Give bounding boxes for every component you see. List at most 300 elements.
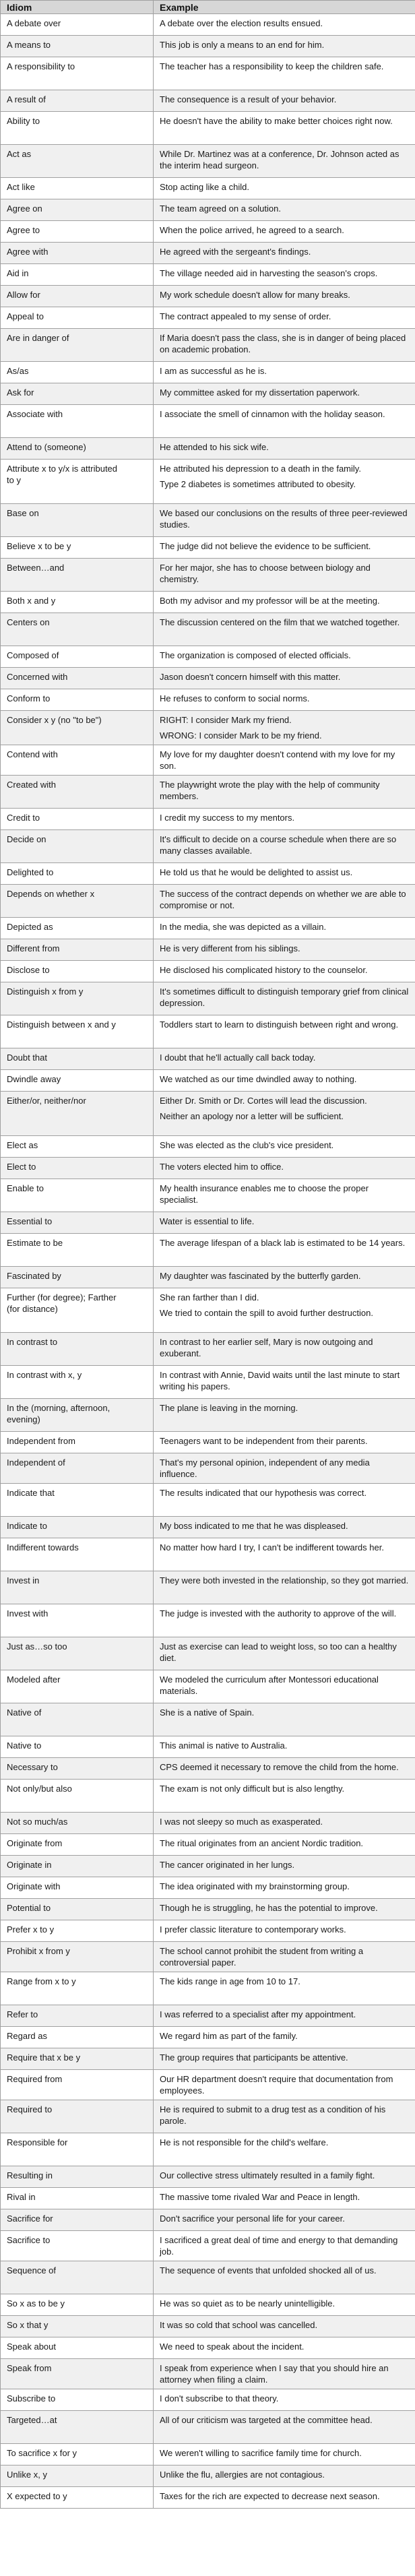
table-row [1,2261,415,2294]
example-cell [154,1834,415,1856]
example-cell [154,2209,415,2231]
idiom-cell: Originate with [1,1877,154,1899]
example-cell [154,90,415,112]
table-row [1,1517,415,1538]
example-line: The ritual originates from an ancient Nordic tradition. [160,1838,364,1848]
example-cell [154,1432,415,1453]
idiom-cell: Invest with [1,1604,154,1637]
example-cell [154,2188,415,2209]
example-line: The plane is leaving in the morning. [160,1403,298,1413]
example-cell [154,1179,415,1212]
table-row [1,885,415,918]
idiom-cell: To sacrifice x for y [1,2444,154,2465]
table-row [1,2100,415,2133]
idiom-cell: Aid in [1,264,154,286]
idiom-cell: In contrast to [1,1333,154,1366]
idiom-cell: Depicted as [1,918,154,939]
idiom-cell: A result of [1,90,154,112]
table-row [1,199,415,221]
example-line: We tried to contain the spill to avoid further destruction. [160,1308,373,1318]
example-line: That's my personal opinion, independent of any media influence. [160,1457,370,1479]
idiom-cell: Agree on [1,199,154,221]
table-row [1,460,415,504]
idiom-cell: In contrast with x, y [1,1366,154,1399]
idiom-cell: Indifferent towards [1,1538,154,1571]
idiom-cell: Estimate to be [1,1234,154,1267]
idiom-cell: Ask for [1,383,154,405]
idiom-cell: Conform to [1,689,154,711]
example-cell [154,776,415,809]
example-cell [154,1092,415,1136]
example-line: Don't sacrifice your personal life for your career. [160,2213,345,2224]
example-line: We weren't willing to sacrifice family time for church. [160,2448,362,2458]
example-line: He is very different from his siblings. [160,943,300,953]
header-row [1,1,415,14]
example-line: We modeled the curriculum after Montessori educational materials. [160,1674,379,1696]
example-cell [154,1736,415,1758]
example-cell [154,918,415,939]
example-cell [154,405,415,438]
table-row [1,961,415,982]
example-cell [154,2166,415,2188]
table-row [1,830,415,863]
example-line: Our HR department doesn't require that documentation from employees. [160,2074,393,2096]
example-cell [154,383,415,405]
table-row [1,1972,415,2005]
example-line: CPS deemed it necessary to remove the child from the home. [160,1762,399,1772]
table-row [1,1048,415,1070]
example-cell [154,178,415,199]
idiom-cell: Either/or, neither/nor [1,1092,154,1136]
example-cell [154,438,415,460]
example-cell [154,2133,415,2166]
example-cell [154,243,415,264]
table-row [1,221,415,243]
idiom-cell: Both x and y [1,592,154,613]
idiom-cell: So x that y [1,2316,154,2337]
table-row [1,1571,415,1604]
example-cell [154,2231,415,2261]
example-line: He told us that he would be delighted to assist us. [160,867,353,877]
example-cell [154,1972,415,2005]
table-row [1,438,415,460]
example-line: Our collective stress ultimately resulted in a family fight. [160,2170,375,2180]
idiom-cell: Invest in [1,1571,154,1604]
idiom-cell: Originate in [1,1856,154,1877]
table-row [1,57,415,90]
idiom-cell: Require that x be y [1,2048,154,2070]
example-cell [154,2070,415,2100]
example-line: The massive tome rivaled War and Peace in length. [160,2192,360,2202]
table-row [1,559,415,592]
table-row [1,668,415,689]
example-cell [154,689,415,711]
idiom-cell: Attend to (someone) [1,438,154,460]
example-cell [154,264,415,286]
idiom-cell: Native to [1,1736,154,1758]
example-line: Taxes for the rich are expected to decrease next season. [160,2491,380,2501]
example-line: Though he is struggling, he has the potential to improve. [160,1903,378,1913]
example-cell [154,2337,415,2359]
example-line: If Maria doesn't pass the class, she is in danger of being placed on academic probation. [160,333,406,354]
example-line: The organization is composed of elected officials. [160,650,351,660]
example-cell [154,2100,415,2133]
example-cell [154,286,415,307]
idiom-cell: Speak about [1,2337,154,2359]
example-cell [154,2261,415,2294]
table-row [1,1212,415,1234]
example-cell [154,112,415,145]
table-row [1,1484,415,1517]
table-row [1,1758,415,1780]
idiom-cell: Responsible for [1,2133,154,2166]
example-line: He attended to his sick wife. [160,442,269,452]
idiom-cell: Native of [1,1703,154,1736]
example-cell [154,1015,415,1048]
table-row [1,1920,415,1942]
idiom-cell: Appeal to [1,307,154,329]
example-line: The average lifespan of a black lab is estimated to be 14 years. [160,1238,406,1248]
example-line: My health insurance enables me to choose the proper specialist. [160,1183,369,1205]
example-cell [154,2411,415,2444]
example-cell [154,1538,415,1571]
example-line: The judge is invested with the authority to approve of the will. [160,1608,397,1619]
idiom-cell: As/as [1,362,154,383]
idiom-cell: Concerned with [1,668,154,689]
table-row [1,2188,415,2209]
table-row [1,1333,415,1366]
idiom-cell: Contend with [1,745,154,776]
idiom-cell: Regard as [1,2027,154,2048]
example-cell [154,307,415,329]
example-cell [154,863,415,885]
idiom-cell: Required from [1,2070,154,2100]
example-line: I sacrificed a great deal of time and energy to that demanding job. [160,2235,398,2257]
table-row [1,1703,415,1736]
table-row [1,1288,415,1333]
example-line: The consequence is a result of your behavior. [160,94,337,104]
example-line: We based our conclusions on the results of three peer-reviewed studies. [160,508,408,530]
example-line: I don't subscribe to that theory. [160,2393,279,2404]
table-row [1,1399,415,1432]
example-line: I prefer classic literature to contemporary works. [160,1924,346,1935]
idiom-cell: A debate over [1,14,154,36]
idiom-cell: Essential to [1,1212,154,1234]
example-cell [154,668,415,689]
example-cell [154,199,415,221]
example-line: It was so cold that school was cancelled. [160,2320,318,2330]
idiom-cell: Ability to [1,112,154,145]
table-row [1,2411,415,2444]
example-line: Water is essential to life. [160,1216,255,1226]
table-row [1,1158,415,1179]
example-line: The cancer originated in her lungs. [160,1860,295,1870]
table-row [1,2316,415,2337]
table-row [1,863,415,885]
example-line: I associate the smell of cinnamon with the holiday season. [160,409,385,419]
example-line: I was not sleepy so much as exasperated. [160,1817,323,1827]
idiom-cell: Just as…so too [1,1637,154,1670]
idiom-cell: Credit to [1,809,154,830]
table-row [1,2487,415,2509]
example-line: A debate over the election results ensued. [160,18,323,28]
table-row [1,1899,415,1920]
table-row [1,1070,415,1092]
example-line: The playwright wrote the play with the help of community members. [160,780,380,801]
example-cell [154,2048,415,2070]
example-cell [154,460,415,504]
table-row [1,1942,415,1972]
idiom-cell: Originate from [1,1834,154,1856]
example-line: The kids range in age from 10 to 17. [160,1976,300,1986]
idiom-cell: Speak from [1,2359,154,2389]
idiom-cell: Enable to [1,1179,154,1212]
idiom-cell: Potential to [1,1899,154,1920]
table-row [1,2389,415,2411]
example-cell [154,329,415,362]
example-cell [154,2465,415,2487]
table-row [1,613,415,646]
table-row [1,2337,415,2359]
table-row [1,2005,415,2027]
example-line: The sequence of events that unfolded shocked all of us. [160,2265,377,2275]
table-row [1,1179,415,1212]
table-row [1,1136,415,1158]
example-cell [154,537,415,559]
idiom-cell: Dwindle away [1,1070,154,1092]
example-cell [154,1813,415,1834]
example-cell [154,504,415,537]
idiom-cell: Resulting in [1,2166,154,2188]
idiom-cell: Delighted to [1,863,154,885]
idiom-cell: Distinguish between x and y [1,1015,154,1048]
table-row [1,307,415,329]
table-row [1,14,415,36]
example-line: He agreed with the sergeant's findings. [160,247,311,257]
example-line: My committee asked for my dissertation paperwork. [160,387,360,398]
example-cell [154,2294,415,2316]
table-row [1,1736,415,1758]
idiom-cell: Decide on [1,830,154,863]
idiom-cell: Rival in [1,2188,154,2209]
idiom-cell: Centers on [1,613,154,646]
table-row [1,362,415,383]
example-cell [154,1703,415,1736]
example-line: This job is only a means to an end for him. [160,40,325,50]
table-row [1,711,415,745]
example-line: The group requires that participants be attentive. [160,2052,348,2063]
example-line: He was so quiet as to be nearly unintelligible. [160,2298,336,2308]
example-cell [154,14,415,36]
example-line: He refuses to conform to social norms. [160,693,310,703]
example-cell [154,982,415,1015]
example-cell [154,221,415,243]
example-line: The idea originated with my brainstorming group. [160,1881,350,1891]
table-row [1,776,415,809]
idiom-cell: Base on [1,504,154,537]
example-line: Neither an apology nor a letter will be sufficient. [160,1111,344,1121]
example-line: She ran farther than I did. [160,1292,259,1302]
example-cell [154,592,415,613]
example-cell [154,830,415,863]
table-row [1,1780,415,1813]
example-line: The results indicated that our hypothesis was correct. [160,1488,367,1498]
example-line: I speak from experience when I say that you should hire an attorney when filing a claim. [160,2363,389,2385]
example-cell [154,559,415,592]
table-row [1,982,415,1015]
example-line: The discussion centered on the film that we watched together. [160,617,400,627]
table-row [1,689,415,711]
example-cell [154,2487,415,2509]
table-row [1,264,415,286]
example-cell [154,939,415,961]
example-cell [154,2005,415,2027]
table-row [1,2465,415,2487]
table-row [1,646,415,668]
table-row [1,112,415,145]
table-row [1,745,415,776]
idiom-cell: Act like [1,178,154,199]
example-cell [154,145,415,178]
idiom-cell: Necessary to [1,1758,154,1780]
example-line: This animal is native to Australia. [160,1740,288,1751]
example-cell [154,1288,415,1333]
example-cell [154,2316,415,2337]
example-line: He disclosed his complicated history to the counselor. [160,965,368,975]
idiom-cell: Believe x to be y [1,537,154,559]
table-row [1,504,415,537]
idiom-cell: Created with [1,776,154,809]
table-row [1,1366,415,1399]
example-line: He is required to submit to a drug test as a condition of his parole. [160,2104,386,2126]
example-line: The teacher has a responsibility to keep the children safe. [160,61,384,71]
example-line: All of our criticism was targeted at the committee head. [160,2415,373,2425]
example-line: No matter how hard I try, I can't be indifferent towards her. [160,1542,384,1552]
example-line: Unlike the flu, allergies are not contagious. [160,2470,325,2480]
example-line: My love for my daughter doesn't contend with my love for my son. [160,749,395,771]
example-line: My boss indicated to me that he was displeased. [160,1521,348,1531]
idiom-cell: Are in danger of [1,329,154,362]
header-idiom: Idiom [1,1,154,14]
example-cell [154,1399,415,1432]
idiom-cell: Subscribe to [1,2389,154,2411]
example-line: The exam is not only difficult but is also lengthy. [160,1784,345,1794]
table-row [1,592,415,613]
table-row [1,145,415,178]
idiom-cell: Prefer x to y [1,1920,154,1942]
idiom-cell: Disclose to [1,961,154,982]
table-row [1,405,415,438]
example-cell [154,1877,415,1899]
table-row [1,2166,415,2188]
example-line: It's sometimes difficult to distinguish temporary grief from clinical depression. [160,986,409,1008]
idiom-cell: Depends on whether x [1,885,154,918]
example-cell [154,1780,415,1813]
idiom-cell: Agree with [1,243,154,264]
idiom-cell: Different from [1,939,154,961]
example-cell [154,1571,415,1604]
example-cell [154,2359,415,2389]
example-line: In the media, she was depicted as a villain. [160,922,327,932]
table-row [1,2027,415,2048]
table-row [1,1670,415,1703]
idiom-cell: Targeted…at [1,2411,154,2444]
table-row [1,2359,415,2389]
table-row [1,1856,415,1877]
idiom-cell: Modeled after [1,1670,154,1703]
example-line: For her major, she has to choose between biology and chemistry. [160,563,371,584]
example-cell [154,1158,415,1179]
example-cell [154,2389,415,2411]
example-line: Type 2 diabetes is sometimes attributed to obesity. [160,479,356,489]
idiom-cell: Further (for degree); Farther (for distance) [1,1288,154,1333]
idiom-cell: X expected to y [1,2487,154,2509]
example-cell [154,1604,415,1637]
example-line: It's difficult to decide on a course schedule when there are so many classes available. [160,834,397,856]
example-cell [154,1484,415,1517]
table-row [1,286,415,307]
example-line: The voters elected him to office. [160,1162,284,1172]
idiom-cell: A responsibility to [1,57,154,90]
idiom-cell: Associate with [1,405,154,438]
example-cell [154,57,415,90]
example-line: I credit my success to my mentors. [160,813,295,823]
example-line: The school cannot prohibit the student from writing a controversial paper. [160,1946,364,1968]
idiom-cell: Allow for [1,286,154,307]
idiom-cell: Independent of [1,1453,154,1484]
table-row [1,1604,415,1637]
example-cell [154,961,415,982]
example-cell [154,2444,415,2465]
example-cell [154,1942,415,1972]
table-row [1,90,415,112]
table-row [1,1234,415,1267]
example-line: She is a native of Spain. [160,1707,255,1718]
table-row [1,1092,415,1136]
example-cell [154,1136,415,1158]
idiom-cell: Sacrifice for [1,2209,154,2231]
example-cell [154,1366,415,1399]
example-line: Either Dr. Smith or Dr. Cortes will lead the discussion. [160,1096,367,1106]
idiom-cell: Consider x y (no "to be") [1,711,154,745]
idiom-cell: Elect as [1,1136,154,1158]
header-example: Example [154,1,415,14]
example-cell [154,745,415,776]
table-row [1,383,415,405]
idiom-cell: Prohibit x from y [1,1942,154,1972]
example-line: RIGHT: I consider Mark my friend. [160,715,292,725]
table-row [1,2209,415,2231]
example-cell [154,1048,415,1070]
table-row [1,2294,415,2316]
idiom-cell: Not only/but also [1,1780,154,1813]
example-line: We watched as our time dwindled away to nothing. [160,1074,357,1084]
example-cell [154,1070,415,1092]
example-line: My work schedule doesn't allow for many breaks. [160,290,350,300]
idiom-cell: Range from x to y [1,1972,154,2005]
idiom-cell: So x as to be y [1,2294,154,2316]
example-cell [154,885,415,918]
table-row [1,329,415,362]
idiom-cell: Elect to [1,1158,154,1179]
idiom-cell: Independent from [1,1432,154,1453]
idiom-cell: In the (morning, afternoon, evening) [1,1399,154,1432]
table-row [1,36,415,57]
example-line: He attributed his depression to a death in the family. [160,464,361,474]
example-cell [154,1234,415,1267]
example-line: Jason doesn't concern himself with this matter. [160,672,341,682]
idiom-cell: Composed of [1,646,154,668]
